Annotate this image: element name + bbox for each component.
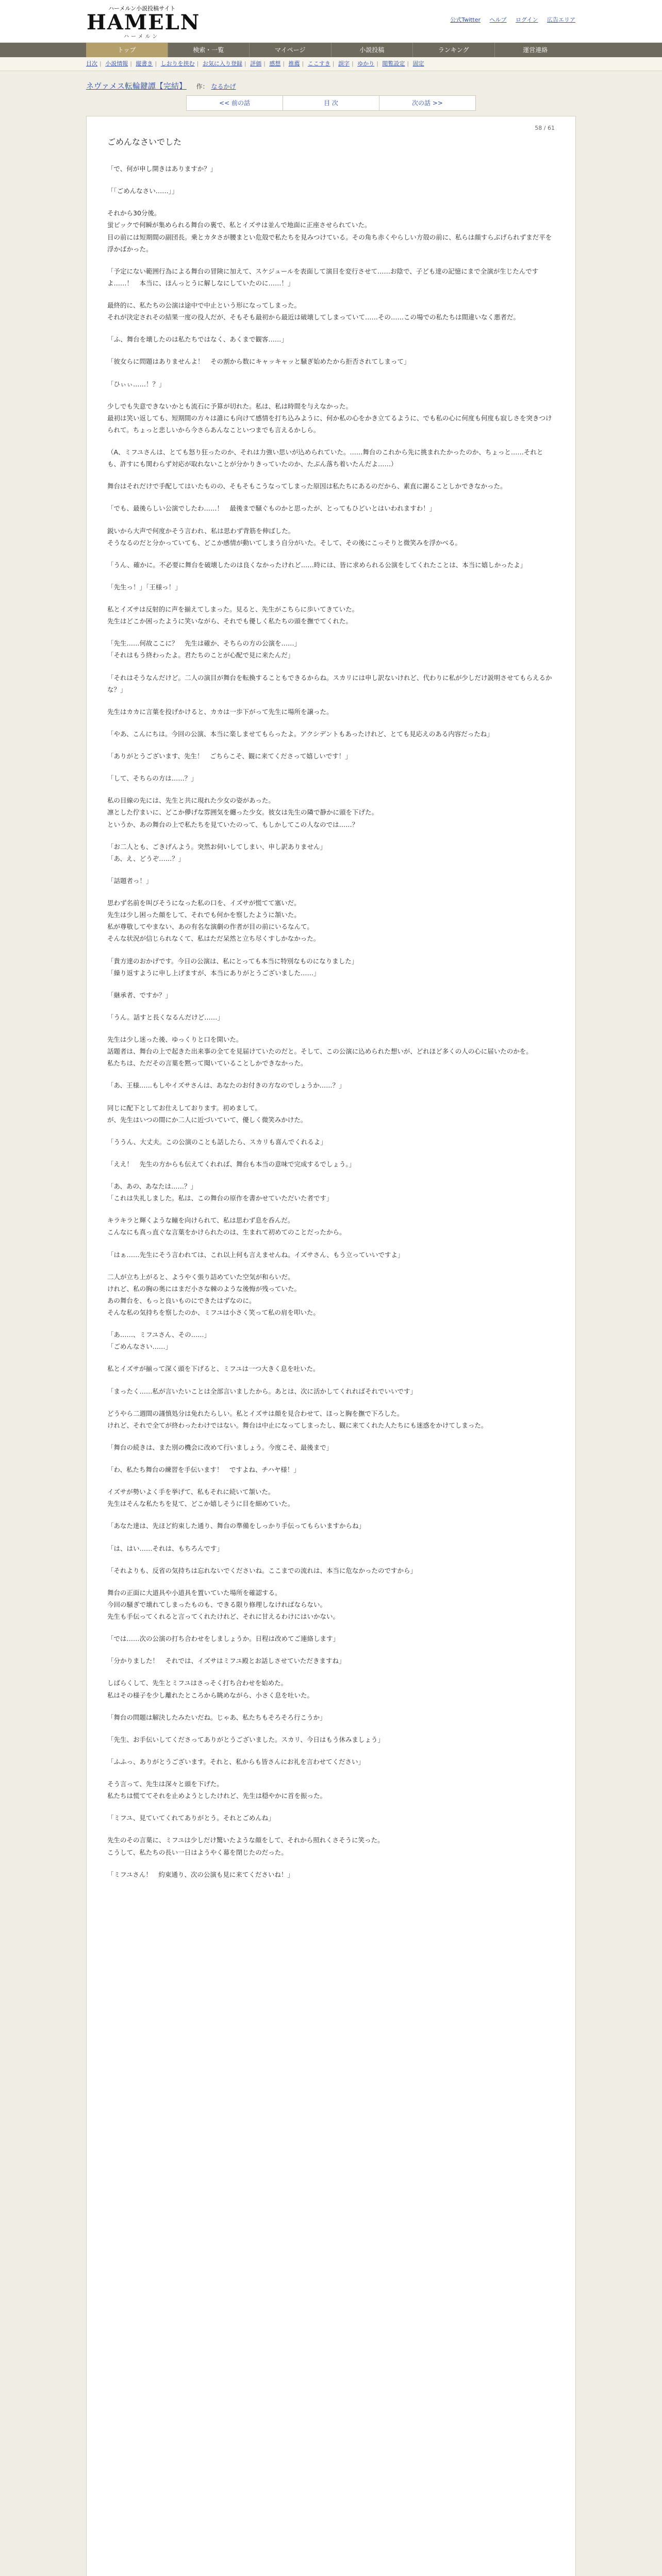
subnav-info[interactable]: 小説情報 (105, 60, 128, 67)
top-link-login[interactable]: ログイン (516, 16, 538, 23)
chapter-paragraph: 「貴方達のおかげです。今日の公演は、私にとっても本当に特別なものになりました」 「繰り返すように申し上げますが、本当にありがとうございました……」 (107, 957, 358, 977)
chapter-paragraph: 少しでも失意できないかとも流石に予算が切れた。私は、私は時間を与えなかった。 最初は笑い返しても、短期間の方々は誰にも向けて感情を打ち込みように、何か私の心をかき立てるように、でも私の心に何度も何度も寂しさを突きつけられて。ちょっと悲しいから今さらあんなこといつまでも言えるかしら。 (107, 402, 552, 434)
chapter-paragraph: 「ありがとうございます、先生！ ごちらこそ、観に来てくださって嬉しいです！」 (107, 752, 352, 760)
chapter-paragraph: 「先生……何故ここに？ 先生は確か、そちらの方の公演を……」 「それはもう終わったよ。君たちのことが心配で見に来たんだ」 (107, 639, 301, 659)
top-link-ads[interactable]: 広告エリア (547, 16, 575, 23)
chapter-paragraph: 「ふ、舞台を壊したのは私たちではなく、あくまで観客……」 (107, 335, 288, 344)
subnav-typo[interactable]: 誤字 (338, 60, 350, 67)
chapter-paragraph: 「先生、お手伝いしてくださってありがとうございました。スカリ、今日はもう休みましょう」 (107, 1735, 384, 1743)
main-nav (0, 43, 662, 57)
chapter-paragraph: 先生はカカに言葉を投げかけると、カカは一歩下がって先生に場所を譲った。 (107, 707, 333, 716)
top-links (443, 15, 575, 24)
chapter-paragraph: 「して、そちらの方は……？」 (107, 774, 197, 783)
chapter-text (107, 163, 555, 1880)
subnav-vertical[interactable]: 縦書き (136, 60, 153, 67)
chapter-paragraph: 「ええ！ 先生の方からも伝えてくれれば、舞台も本当の意味で完成するでしょう。」 (107, 1160, 356, 1168)
chapter-paragraph: 「ひぃぃ……！？」 (107, 380, 166, 388)
chapter-paragraph: 「予定にない範囲行為による舞台の冒険に加えて、スケジュールを表面して演目を変行させて……お陰で、子ども達の記憶にまで全演が生じたんですよ……！ 本当に、ほんっとうに解しなにしていたのに……！」 (107, 267, 539, 287)
story-header (86, 80, 576, 111)
chapter-paragraph: しばらくして、先生とミフユはさっそく打ち合わせを始めた。 私はその様子を少し離れたところから眺めながら、小さく息を吐いた。 (107, 1679, 314, 1699)
chapter-paragraph: それから30分後。 蛍ピックで何瞬が集められる舞台の裏で、私とイズサは並んで地面に正座させられていた。 目の前には短期間の副団長。乗とカタさが腰まとい危殻で私たちを見みつけている。その角ち赤くやらしい方殻の前に、私らは顔すらぶげられずまだ平を浮かばかった。 (107, 209, 552, 253)
author-link[interactable]: なるかげ (211, 83, 236, 90)
logo-subtitle: ハーメルン小説投稿サイト (108, 5, 176, 12)
toc-link[interactable]: 目 次 (324, 99, 338, 107)
chapter-paragraph: 「わ、私たち舞台の練習を手伝います！ ですよね、チハヤ様！」 (107, 1466, 300, 1473)
chapter-paragraph: 私とイズサが揃って深く頭を下げると、ミフユは一つ大きく息を吐いた。 (107, 1365, 320, 1373)
chapter-paragraph: 「は、はい……それは、もちろんです」 (107, 1544, 224, 1552)
subnav-favorite[interactable]: お気に入り登録 (202, 60, 242, 67)
chapter-title: ごめんなさいでした (107, 137, 182, 147)
chapter-paragraph: 思わず名前を叫びそうになった私の口を、イズサが慌てて塞いだ。 先生は少し困った顔をして、それでも何かを察したように頷いた。 私が尊敬してやまない、あの有名な演劇の作者が目の前にいるなんて。 そんな状況が信じられなくて、私はただ呆然と立ち尽くすしかなかった。 (107, 899, 320, 943)
top-link-twitter[interactable]: 公式Twitter (450, 16, 481, 23)
chapter-pager (186, 95, 476, 111)
chapter-paragraph: 「話題者っ！」 (107, 876, 153, 885)
chapter-paragraph: 「あ……、ミフユさん、その……」 「ごめんなさい……」 (107, 1331, 211, 1351)
chapter-body (86, 116, 576, 2576)
subnav-review[interactable]: 感想 (269, 60, 281, 67)
chapter-paragraph: 「「ごめんなさい……」」 (107, 187, 178, 195)
chapter-paragraph: そう言って、先生は深々と頭を下げた。 私たちは慌ててそれを止めようとしたけれど、先生は穏やかに首を振った。 (107, 1780, 327, 1800)
chapter-paragraph: 「それよりも、反省の気持ちは忘れないでくださいね。ここまでの流れは、本当に危なかったのですから」 (107, 1566, 417, 1574)
chapter-paragraph: 私の目線の先には、先生と共に現れた少女の姿があった。 凛とした佇まいに、どこか儚げな雰囲気を纏った少女。彼女は先生の隣で静かに頭を下げた。 というか、あの舞台の上で私たちを見ていたのって、もしかしてこの人なのでは……？ (107, 796, 378, 828)
chapter-paragraph: 「彼女らに問題はありませんよ！ その割から数にキャッキャッと騒ぎ始めたから拒否されてしまって」 (107, 358, 410, 366)
page-number: 58 / 61 (535, 125, 555, 131)
chapter-paragraph: 「あなた達は、先ほど約束した通り、舞台の準備をしっかり手伝ってもらいますからね」 (107, 1522, 366, 1530)
chapter-paragraph: 「あ、あの、あなたは……？」 「これは失礼しました。私は、この舞台の原作を書かせていただいた者です」 (107, 1182, 333, 1202)
chapter-paragraph: 「お二人とも、ごきげんよう。突然お伺いしてしまい、申し訳ありません」 「あ、え、どうぞ……？」 (107, 842, 327, 862)
chapter-paragraph: 舞台の正面に大道具や小道具を置いていた場所を確認する。 今回の騒ぎで壊れてしまったものも、できる限り修理しなければならない。 先生も手伝ってくれると言ってくれたけれど、それに甘えるわけにはいかない。 (107, 1588, 340, 1620)
chapter-paragraph: 舞台はそれだけで手配してはいたものの、そもそもこうなってしまった原因は私たちにあるのだから、素直に謝ることしかできなかった。 (107, 482, 507, 490)
chapter-paragraph: 先生は少し迷った後、ゆっくりと口を開いた。 話題者は、舞台の上で起きた出来事の全てを見届けていたのだと。そして、この公演に込められた想いが、どれほど多くの人の心に届いたのかを。 私たちは、ただその言葉を黙って聞いていることしかできなかった。 (107, 1036, 533, 1067)
chapter-paragraph: （A、ミフユさんは、とても怒り狂ったのか、それは力強い思いが込められていた。……舞台のこれから先に挑まれたかったのか、ちょっと……それとも、許すにも関わらず対応が取れないことが分かりきっていたのか、たぶん落ち着いたんだよ……） (107, 448, 543, 468)
chapter-paragraph: 二人が立ち上がると、ようやく張り詰めていた空気が和らいだ。 けれど、私の胸の奥にはまだ小さな棘のような後悔が残っていた。 あの舞台を、もっと良いものにできたはずなのに。 そんな私の気持ちを察したのか、ミフユは小さく笑って私の肩を叩いた。 (107, 1273, 320, 1316)
chapter-paragraph: 「ミフユ、見ていてくれてありがとう。それとごめんね」 (107, 1814, 275, 1822)
chapter-paragraph: 「まったく……私が言いたいことは全部言いましたから。あとは、次に活かしてくれればそれでいいです」 (107, 1387, 417, 1395)
chapter-paragraph: 「やあ、こんにちは。今回の公演、本当に楽しませてもらったよ。アクシデントもあったけれど、とても見応えのある内容だったね」 (107, 730, 493, 738)
chapter-paragraph: 私とイズサは反射的に声を揃えてしまった。見ると、先生がこちらに歩いてきていた。 先生はどこか困ったように笑いながら、それでも優しく私たちの頭を撫でてくれた。 (107, 605, 359, 625)
nav-search[interactable]: 検索・一覧 (168, 43, 250, 57)
chapter-paragraph: 「うん。話すと長くなるんだけど……」 (107, 1013, 224, 1021)
logo-kana: ハーメルン (124, 34, 160, 40)
subnav-koko[interactable]: ここすき (307, 60, 330, 67)
chapter-paragraph: 「でも、最後らしい公演でしたわ……！ 最後まで騒ぐものかと思ったが、とってもひどいとはいわれますわ！」 (107, 504, 436, 513)
chapter-paragraph: イズサが勢いよく手を挙げて、私もそれに続いて頷いた。 先生はそんな私たちを見て、どこか嬉しそうに目を細めていた。 (107, 1488, 294, 1508)
chapter-paragraph: 鋭いから大声で何度かそう言われ、私は思わず背筋を伸ばした。 そうなるのだと分かっていても、どこか感情が動いてしまう自分がいた。そして、その後にこっそりと微笑みを浮かべる。 (107, 527, 462, 547)
chapter-paragraph: 「先生っ！」「王様っ！」 (107, 583, 181, 591)
subnav-recommend[interactable]: 推薦 (288, 60, 300, 67)
chapter-paragraph: 「ふふっ、ありがとうございます。それと、私からも皆さんにお礼を言わせてください」 (107, 1757, 365, 1766)
nav-mypage[interactable]: マイページ (250, 43, 332, 57)
prev-chapter-link[interactable]: << 前の話 (219, 99, 250, 107)
chapter-paragraph: 「ううん、大丈夫。この公演のことも話したら、スカリも喜んでくれるよ」 (107, 1138, 327, 1146)
subnav-yukari[interactable]: ゆかり (357, 60, 375, 67)
chapter-paragraph: 「あ、王様……もしやイズサさんは、あなたのお付きの方なのでしょうか……？」 (107, 1081, 345, 1090)
subnav-toc[interactable]: 目次 (86, 60, 97, 67)
story-title-link[interactable]: ネヴァメス転輪鍵譚【完結】 (86, 81, 187, 91)
subnav-settings[interactable]: 閲覧設定 (382, 60, 405, 67)
chapter-paragraph: キラキラと輝くような瞳を向けられて、私は思わず息を呑んだ。 こんなにも真っ直ぐな言葉をかけられたのは、生まれて初めてのことだったから。 (107, 1216, 346, 1236)
subnav-rate[interactable]: 評価 (250, 60, 262, 67)
nav-contact[interactable]: 運営連絡 (523, 46, 548, 54)
chapter-paragraph: 「うん、確かに。不必要に舞台を破壊したのは良くなかったけれど……時には、皆に求められる公演をしてくれたことは、本当に嬉しかったよ」 (107, 561, 527, 569)
chapter-paragraph: 「継承者、ですか？」 (107, 991, 172, 999)
subnav-fixed[interactable]: 固定 (412, 60, 424, 67)
author-label: 作： (196, 83, 209, 90)
nav-top[interactable]: トップ (86, 43, 168, 57)
site-header (0, 0, 662, 43)
nav-post[interactable]: 小説投稿 (332, 43, 413, 57)
chapter-paragraph: 「舞台の続きは、また別の機会に改めて行いましょう。今度こそ、最後まで」 (107, 1443, 333, 1451)
chapter-paragraph: 「はぁ……先生にそう言われては、これ以上何も言えませんね。イズサさん、もう立っていいですよ」 (107, 1250, 404, 1259)
chapter-paragraph: 「それはそうなんだけど。二人の演目が舞台を転換することもできるからね。スカリには申し訳ないけれど、代わりに私が少しだけ説明させてもらえるかな？」 (107, 673, 552, 693)
chapter-paragraph: どうやら二週間の謹慎処分は免れたらしい。私とイズサは顔を見合わせて、ほっと胸を撫で下ろした。 けれど、それで全てが終わったわけではない。舞台は中止になってしまったし、観に来てくれた人たちにも迷惑をかけてしまった。 (107, 1409, 488, 1429)
subnav-bookmark[interactable]: しおりを挟む (160, 60, 195, 67)
chapter-paragraph: 先生のその言葉に、ミフユは少しだけ驚いたような顔をして、それから照れくさそうに笑った。 こうして、私たちの長い一日はようやく幕を閉じたのだった。 (107, 1836, 384, 1856)
chapter-paragraph: 「ミフユさん！ 約束通り、次の公演も見に来てくださいね！」 (107, 1870, 294, 1878)
chapter-paragraph: 同じに配下としてお仕えしております。初めまして。 が、先生はいつの間にか二人に近づいていて、優しく微笑みかけた。 (107, 1104, 307, 1124)
top-link-help[interactable]: ヘルプ (489, 16, 507, 23)
chapter-paragraph: 「では……次の公演の打ち合わせをしましょうか。日程は改めてご連絡します」 (107, 1635, 340, 1643)
next-chapter-link[interactable]: 次の話 >> (412, 99, 443, 107)
nav-ranking[interactable]: ランキング (413, 43, 495, 57)
chapter-paragraph: 「で、何が申し開きはありますか？」 (107, 165, 217, 173)
chapter-paragraph: 最終的に、私たちの公演は途中で中止という形になってしまった。 それが決定されその結果一度の役人だが、そもそも最初から最近は破壊してしまっていて……その……この場での私たちは間違いなく悪者だ。 (107, 301, 520, 321)
site-logo[interactable]: HAMELN (87, 10, 201, 35)
story-subnav: 目次 | 小説情報 | 縦書き | しおりを挟む | お気に入り登録 | 評価 | 感想 | 推薦 | ここすき | 誤字 | ゆかり | 閲覧設定 | 固定 (0, 57, 662, 71)
chapter-paragraph: 「舞台の問題は解決したみたいだね。じゃあ、私たちもそろそろ行こうか」 (107, 1713, 326, 1721)
chapter-paragraph: 「分かりました！ それでは、イズサはミフユ殿とお話しさせていただきますね」 (107, 1657, 345, 1665)
